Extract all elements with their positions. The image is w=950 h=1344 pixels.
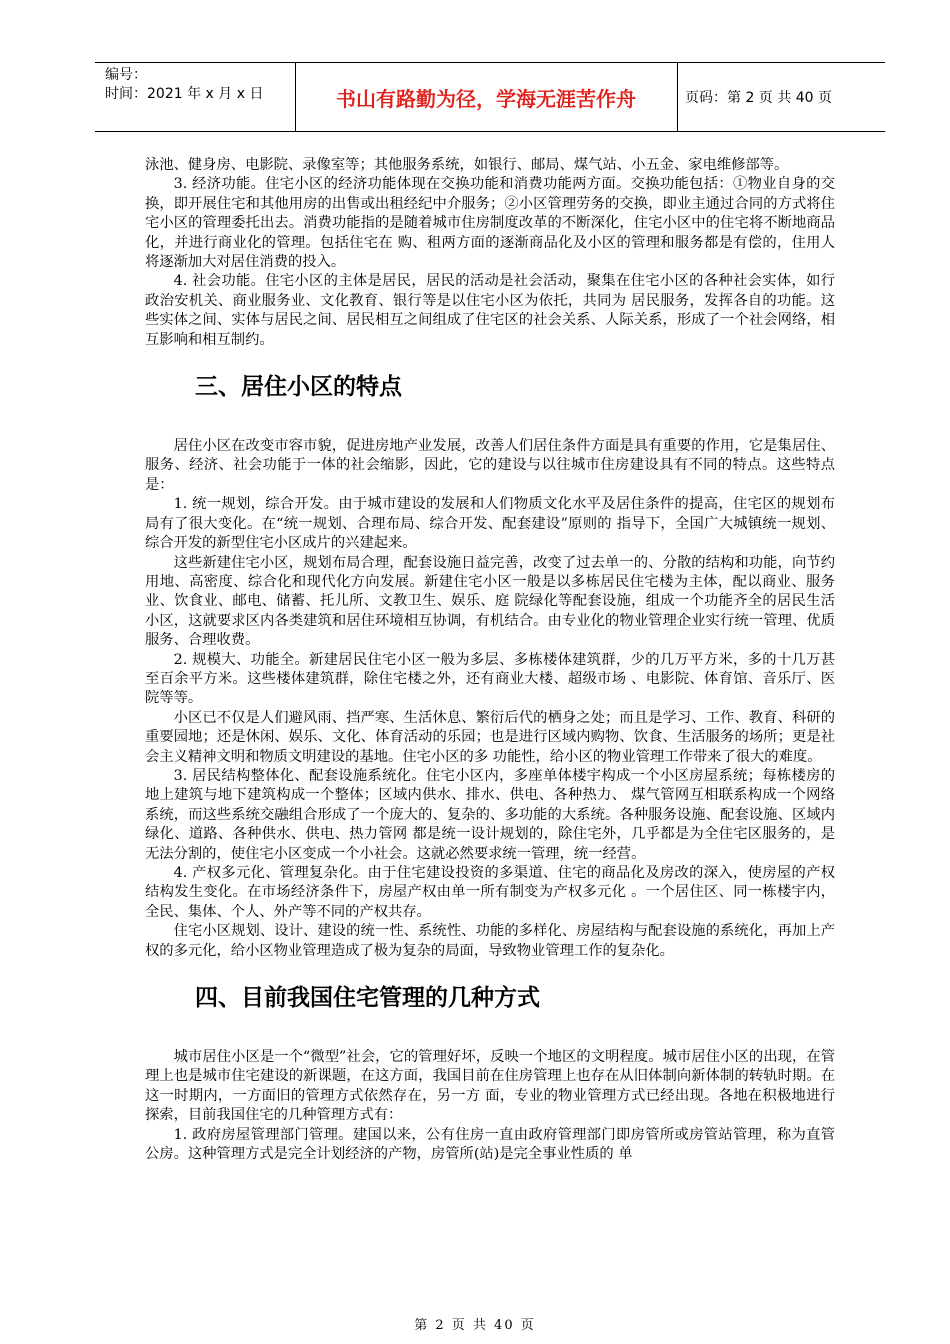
paragraph: 3. 经济功能。住宅小区的经济功能体现在交换功能和消费功能两方面。交换功能包括：①物业自身的交换，即开展住宅和其他用房的出售或出租经纪中介服务；②小区管理劳务的交换，即业主通过合同的方式将住宅小区的管理委托出去。消费功能指的是随着城市住房制度改革的不断深化，住宅小区中的住宅将不断地商品化，并进行商业化的管理。包括住宅在 购、租两方面的逐渐商品化及小区的管理和服务都是有偿的，住用人将逐渐加大对居住消费的投入。 [145,176,835,271]
header-divider [677,63,678,131]
paragraph: 2. 规模大、功能全。新建居民住宅小区一般为多层、多栋楼体建筑群，少的几万平方米，多的十几万甚至百余平方米。这些楼体建筑群，除住宅楼之外，还有商业大楼、超级市场 、电影院、体育馆、音乐厅、医院等等。 [145,651,835,707]
paragraph: 4. 产权多元化、管理复杂化。由于住宅建设投资的多渠道、住宅的商品化及房改的深入，使房屋的产权结构发生变化。在市场经济条件下，房屋产权由单一所有制变为产权多元化 。一个居住区、同一栋楼宇内，全民、集体、个人、外产等不同的产权共存。 [145,865,835,920]
paragraph: 城市居住小区是一个“微型”社会，它的管理好坏，反映一个地区的文明程度。城市居住小区的出现，在管理上也是城市住宅建设的新课题，在这方面，我国目前在住房管理上也存在从旧体制向新体制的转轨时期。在这一时期内，一方面旧的管理方式依然存在，另一方 面，专业的物业管理方式已经出现。各地在积极地进行探索，目前我国住宅的几种管理方式有： [145,1049,835,1124]
paragraph: 小区已不仅是人们避风雨、挡严寒、生活休息、繁衍后代的栖身之处；而且是学习、工作、教育、科研的重要园地；还是休闲、娱乐、文化、体育活动的乐园；也是进行区域内购物、饮食、生活服务的场所；更是社会主义精神文明和物质文明建设的基地。住宅小区的多 功能性，给小区的物业管理工作带来了很大的难度。 [145,709,835,765]
paragraph: 这些新建住宅小区，规划布局合理，配套设施日益完善，改变了过去单一的、分散的结构和功能，向节约用地、高密度、综合化和现代化方向发展。新建住宅小区一般是以多栋居民住宅楼为主体，配以商业、服务业、饮食业、邮电、储蓄、托儿所、文教卫生、娱乐、庭 院绿化等配套设施，组成一个功能齐全的居民生活小区，这就要求区内各类建筑和居住环境相互协调，有机结合。由专业化的物业管理企业实行统一管理、优质服务、合理收费。 [145,554,835,649]
paragraph: 住宅小区规划、设计、建设的统一性、系统性、功能的多样化、房屋结构与配套设施的系统化，再加上产权的多元化，给小区物业管理造成了极为复杂的局面，导致物业管理工作的复杂化。 [145,923,835,959]
time-label: 时间：2021 年 x 月 x 日 [105,86,264,102]
paragraph: 泳池、健身房、电影院、录像室等；其他服务系统，如银行、邮局、煤气站、小五金、家电维修部等。 [145,157,789,173]
section-heading: 四、目前我国住宅管理的几种方式 [195,985,540,1012]
paragraph: 1. 统一规划，综合开发。由于城市建设的发展和人们物质文化水平及居住条件的提高，住宅区的规划布局有了很大变化。在“统一规划、合理布局、综合开发、配套建设”原则的 指导下，全国广大城镇统一规划、综合开发的新型住宅小区成片的兴建起来。 [145,496,835,552]
number-label: 编号： [105,67,147,83]
paragraph: 4. 社会功能。住宅小区的主体是居民，居民的活动是社会活动，聚集在住宅小区的各种社会实体，如行政治安机关、商业服务业、文化教育、银行等是以住宅小区为依托，共同为 居民服务，发挥各自的功能。这些实体之间、实体与居民之间、居民相互之间组成了住宅区的社会关系、人际关系，形成了一个社会网络，相互影响和相互制约。 [145,273,835,348]
page-header [95,62,885,132]
page-footer: 第 2 页 共 40 页 [414,1318,536,1333]
paragraph: 3. 居民结构整体化、配套设施系统化。住宅小区内，多座单体楼宇构成一个小区房屋系统；每栋楼房的地上建筑与地下建筑构成一个整体；区域内供水、排水、供电、各种热力、 煤气管网互相联系构成一个网络系统，而这些系统交融组合形成了一个庞大的、复杂的、多功能的大系统。各种服务设施、配套设施、区域内绿化、道路、各种供水、供电、热力管网 都是统一设计规划的，除住宅外，几乎都是为全住宅区服务的，是无法分割的，使住宅小区变成一个小社会。这就必然要求统一管理，统一经营。 [145,767,835,862]
document-body [145,156,835,1164]
header-info [95,63,295,131]
paragraph: 1. 政府房屋管理部门管理。建国以来，公有住房一直由政府管理部门即房管所或房管站管理，称为直管公房。这种管理方式是完全计划经济的产物，房管所(站)是完全事业性质的 单 [145,1126,835,1163]
header-motto: 书山有路勤为径，学海无涯苦作舟 [336,86,636,111]
header-page-code: 页码：第 2 页 共 40 页 [685,90,832,106]
section-heading: 三、居住小区的特点 [195,374,402,401]
paragraph: 居住小区在改变市容市貌，促进房地产业发展，改善人们居住条件方面是具有重要的作用，它是集居住、服务、经济、社会功能于一体的社会缩影，因此，它的建设与以往城市住房建设具有不同的特点。这些特点是： [145,438,835,493]
